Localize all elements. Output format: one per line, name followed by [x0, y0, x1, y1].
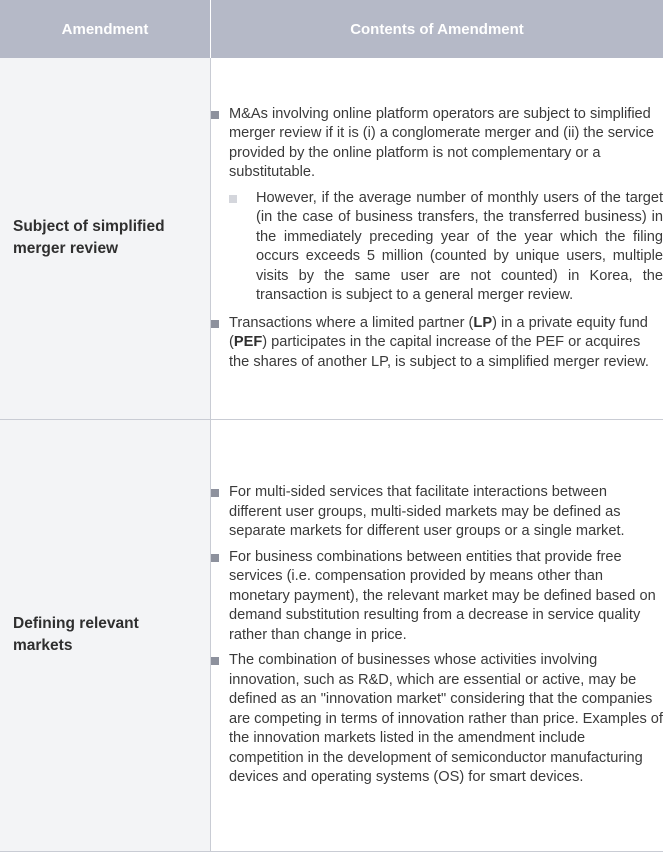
bullet-text: M&As involving online platform operators are subject to simplified merger review if it is (i) a conglomerate merger and (ii) the service provided by the online platform is not complementary or a substitutable. [229, 105, 654, 181]
row-content-cell [211, 58, 663, 419]
abbr-pef: PEF [233, 334, 263, 351]
row-content-cell [211, 419, 663, 851]
header-amendment: Amendment [0, 0, 211, 58]
row-label-cell [0, 58, 211, 419]
bullet-text-part: ) in a private equity fund ( [229, 314, 648, 351]
sub-bullet-text: However, if the average number of monthly users of the target (in the case of business transfers, the transferred business) in the immediately preceding year of the year which the filing occurs exceeds 5 million (counted by unique users, multiple visits by the same user are not counted) in Korea, the transaction is subject to a general merger review. [256, 189, 663, 304]
list-item [211, 483, 663, 542]
bullet-text: For multi-sided services that facilitate interactions between different user groups, multi-sided markets may be defined as separate markets for different user groups or a single market. [229, 484, 625, 540]
table-row [0, 419, 663, 851]
header-row [0, 0, 663, 58]
header-contents: Contents of Amendment [211, 0, 663, 58]
list-item [211, 651, 663, 788]
bullet-text-part: Transactions where a limited partner ( [229, 314, 474, 331]
list-item [211, 105, 663, 183]
table-row [0, 58, 663, 419]
row-label-cell [0, 419, 211, 851]
list-item [211, 314, 663, 373]
row-label: Defining relevant markets [13, 615, 139, 655]
list-item [211, 548, 663, 646]
square-bullet-icon [211, 111, 219, 119]
square-bullet-icon [211, 489, 219, 497]
bullet-text-part: ) participates in the capital increase of the PEF or acquires the shares of another LP, is subject to a simplified merger review. [229, 334, 649, 370]
table-body [0, 58, 663, 852]
bullet-text: For business combinations between entities that provide free services (i.e. compensation provided by means other than monetary payment), the relevant market may be defined based on demand substitution resulting from a decrease in service quality rather than change in price. [229, 548, 656, 643]
bullet-text: The combination of businesses whose activities involving innovation, such as R&D, which are essential or active, may be defined as an "innovation market" considering that the companies are competing in terms of innovation rather than price. Examples of the innovation markets listed in the amendment include competition in the development of semiconductor manufacturing devices and operating systems (OS) for smart devices. [229, 652, 663, 786]
square-sub-bullet-icon [229, 195, 237, 203]
row-label: Subject of simplified merger review [13, 218, 165, 258]
square-bullet-icon [211, 657, 219, 665]
abbr-lp: LP [473, 314, 493, 331]
square-bullet-icon [211, 554, 219, 562]
table-header [0, 0, 663, 58]
square-bullet-icon [211, 320, 219, 328]
sub-list-item [211, 189, 663, 306]
